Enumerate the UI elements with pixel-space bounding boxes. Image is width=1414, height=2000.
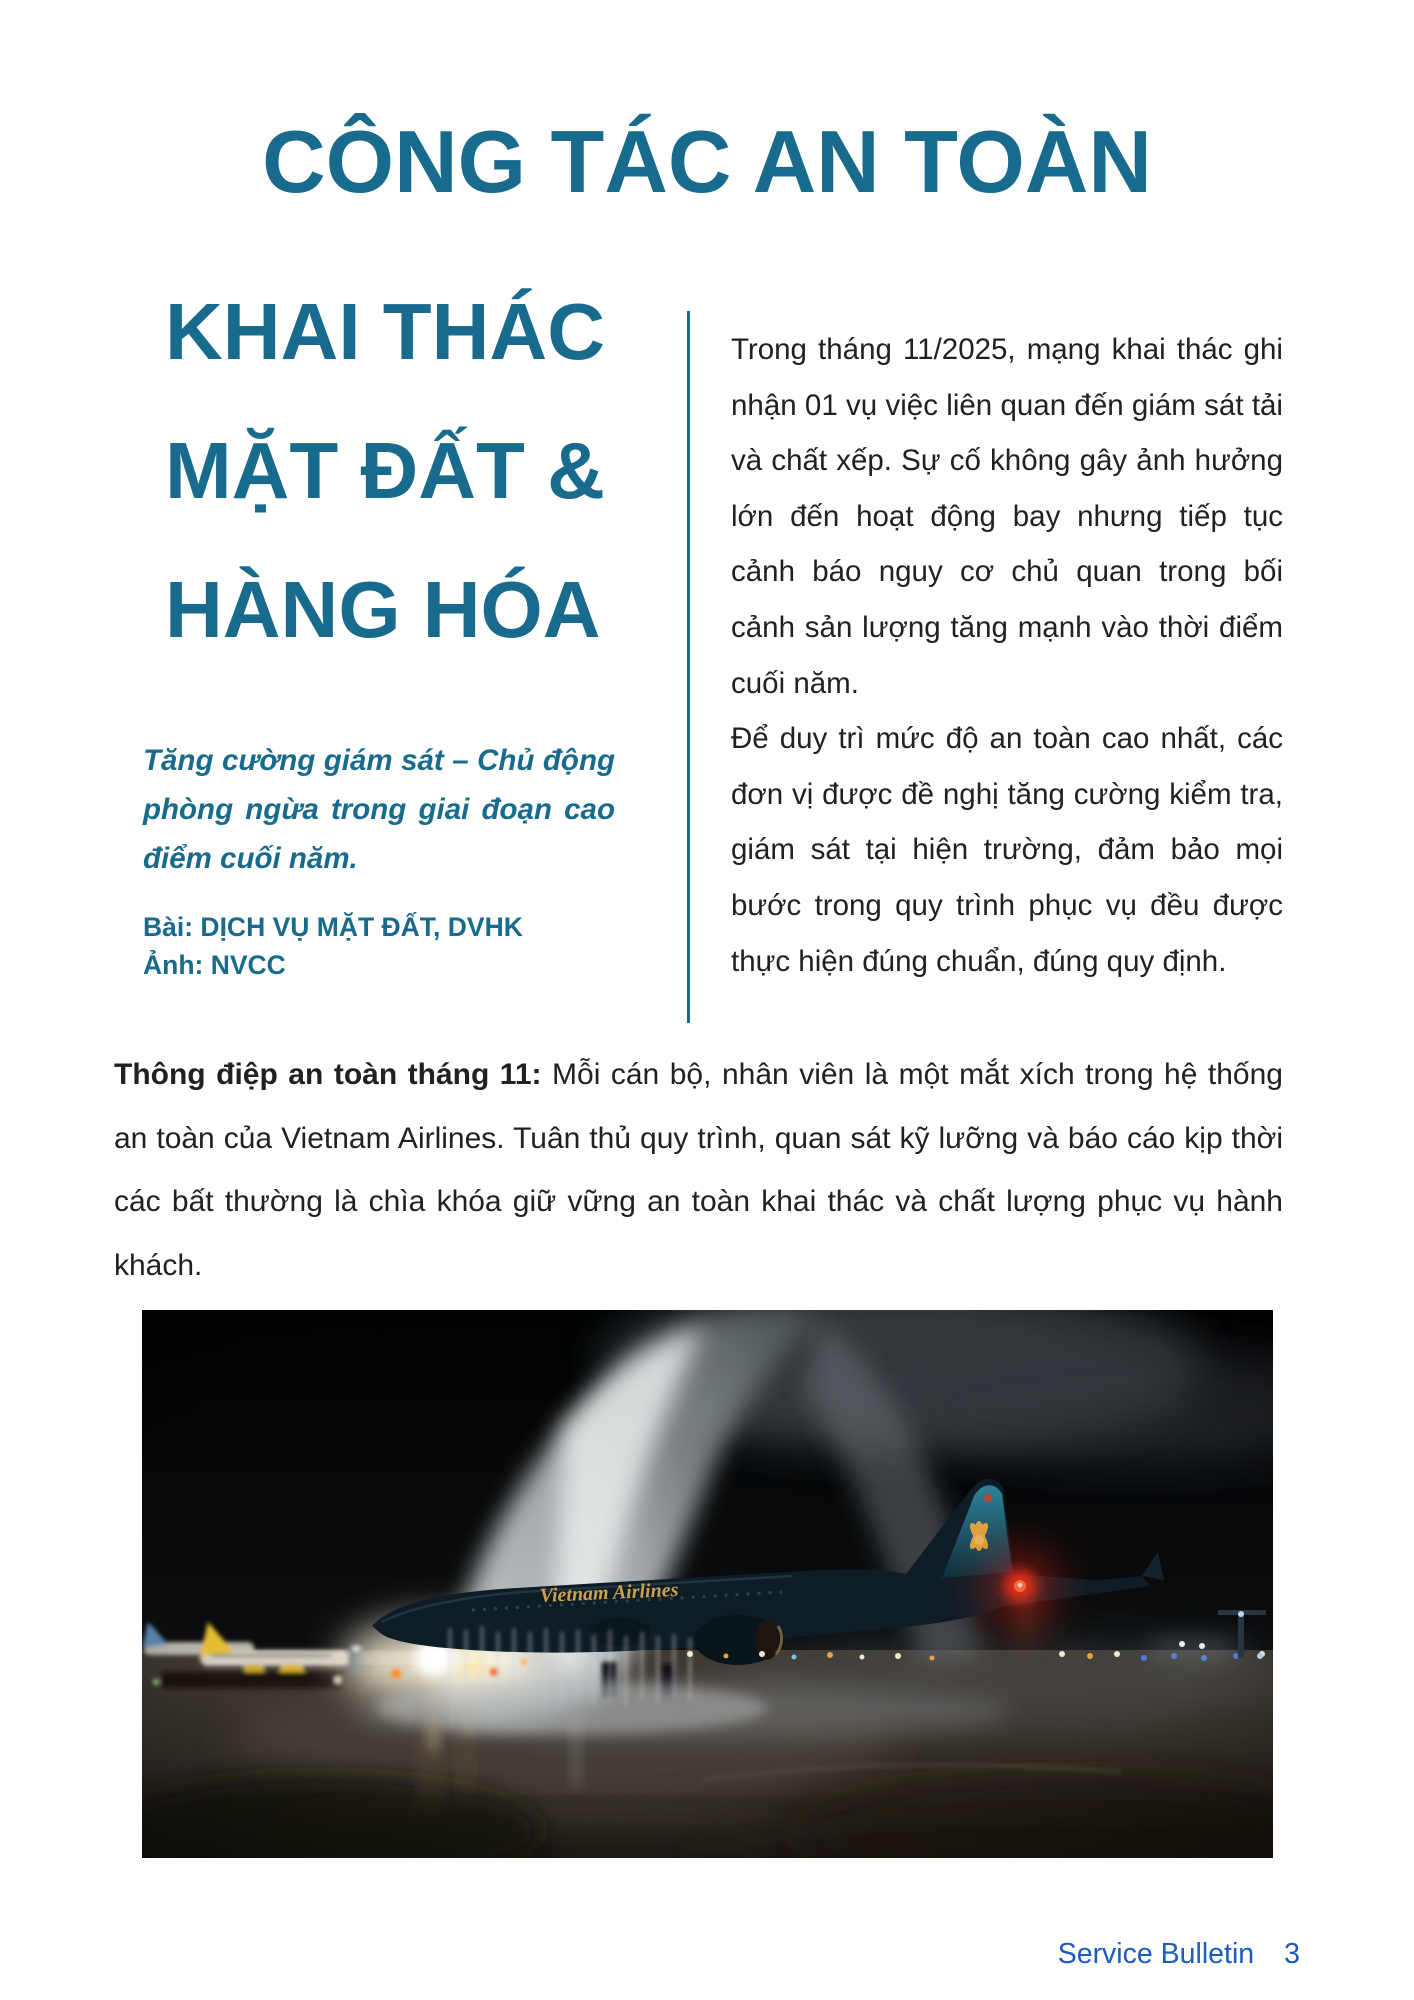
water-salute-photo bbox=[142, 1310, 1273, 1858]
footer-page-number: 3 bbox=[1284, 1938, 1300, 1970]
byline bbox=[143, 908, 615, 984]
article-subtitle: Tăng cường giám sát – Chủ động phòng ngừa trong giai đoạn cao điểm cuối năm. bbox=[143, 744, 615, 875]
safety-message-text: Mỗi cán bộ, nhân viên là một mắt xích trong hệ thống an toàn của Vietnam Airlines. Tuân thủ quy trình, quan sát kỹ lưỡng và báo cáo kịp thời các bất thường là chìa khóa giữ vững an toàn khai thác và chất lượng phục vụ hành khách. bbox=[114, 1058, 1283, 1282]
section-heading-line: KHAI THÁC bbox=[165, 287, 605, 376]
column-divider bbox=[687, 311, 690, 1023]
safety-message bbox=[114, 1043, 1283, 1297]
byline-photo-credit: Ảnh: NVCC bbox=[143, 950, 286, 980]
body-paragraph: Để duy trì mức độ an toàn cao nhất, các đơn vị được đề nghị tăng cường kiểm tra, giám sát tại hiện trường, đảm bảo mọi bước trong quy trình phục vụ đều được thực hiện đúng chuẩn, đúng quy định. bbox=[731, 722, 1283, 978]
section-heading-line: HÀNG HÓA bbox=[165, 565, 601, 654]
footer-label: Service Bulletin bbox=[1057, 1938, 1255, 1970]
page-title: CÔNG TÁC AN TOÀN bbox=[262, 112, 1152, 211]
page-footer bbox=[1058, 1938, 1300, 1970]
vignette bbox=[142, 1310, 1273, 1858]
article-photo bbox=[142, 1310, 1273, 1858]
body-paragraph: Trong tháng 11/2025, mạng khai thác ghi nhận 01 vụ việc liên quan đến giám sát tải và chất xếp. Sự cố không gây ảnh hưởng lớn đến hoạt động bay nhưng tiếp tục cảnh báo nguy cơ chủ quan trong bối cảnh sản lượng tăng mạnh vào thời điểm cuối năm. bbox=[731, 333, 1283, 700]
safety-message-lead: Thông điệp an toàn tháng 11: bbox=[114, 1058, 542, 1091]
article-body bbox=[731, 322, 1283, 989]
section-heading-line: MẶT ĐẤT & bbox=[165, 426, 605, 515]
byline-author: Bài: DỊCH VỤ MẶT ĐẤT, DVHK bbox=[143, 912, 523, 942]
section-heading bbox=[165, 262, 635, 679]
